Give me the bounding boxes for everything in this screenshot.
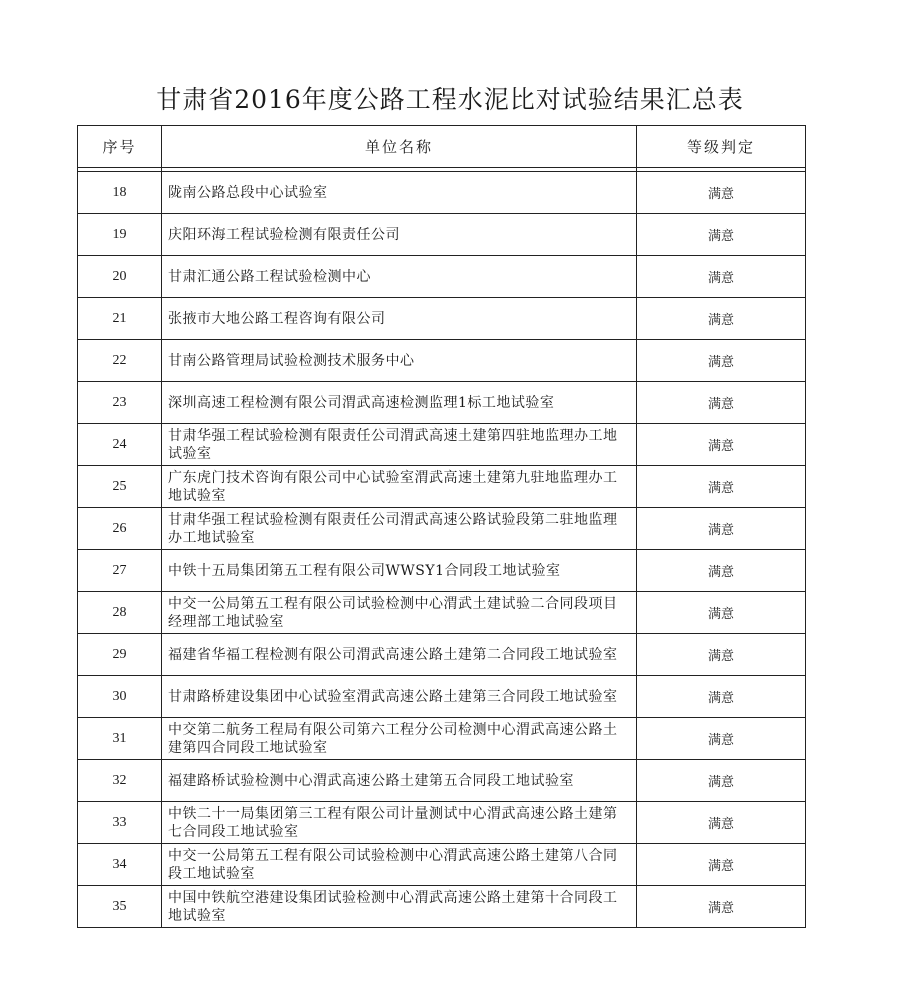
grade-cell: 满意 — [637, 550, 806, 592]
unit-name-cell: 深圳高速工程检测有限公司渭武高速检测监理1标工地试验室 — [162, 382, 637, 424]
serial-number-cell: 30 — [78, 676, 162, 718]
serial-number-cell: 32 — [78, 760, 162, 802]
grade-cell: 满意 — [637, 760, 806, 802]
serial-number-cell: 24 — [78, 424, 162, 466]
unit-name-cell: 中国中铁航空港建设集团试验检测中心渭武高速公路土建第十合同段工地试验室 — [162, 886, 637, 928]
page-title: 甘肃省2016年度公路工程水泥比对试验结果汇总表 — [156, 85, 744, 114]
serial-number-cell: 35 — [78, 886, 162, 928]
table-row — [78, 592, 806, 634]
unit-name-cell: 甘肃华强工程试验检测有限责任公司渭武高速土建第四驻地监理办工地试验室 — [162, 424, 637, 466]
table-row — [78, 214, 806, 256]
table-row — [78, 340, 806, 382]
table-row — [78, 676, 806, 718]
unit-name-cell: 张掖市大地公路工程咨询有限公司 — [162, 298, 637, 340]
grade-cell: 满意 — [637, 634, 806, 676]
header-grade: 等级判定 — [637, 126, 806, 168]
serial-number-cell: 34 — [78, 844, 162, 886]
table-row — [78, 802, 806, 844]
unit-name-cell: 中交一公局第五工程有限公司试验检测中心渭武高速公路土建第八合同段工地试验室 — [162, 844, 637, 886]
table-row — [78, 172, 806, 214]
results-table — [77, 125, 806, 928]
grade-cell: 满意 — [637, 886, 806, 928]
table-row — [78, 382, 806, 424]
table-row — [78, 886, 806, 928]
serial-number-cell: 18 — [78, 172, 162, 214]
table-row — [78, 466, 806, 508]
grade-cell: 满意 — [637, 214, 806, 256]
grade-cell: 满意 — [637, 382, 806, 424]
header-row — [78, 126, 806, 168]
unit-name-cell: 中铁二十一局集团第三工程有限公司计量测试中心渭武高速公路土建第七合同段工地试验室 — [162, 802, 637, 844]
serial-number-cell: 27 — [78, 550, 162, 592]
grade-cell: 满意 — [637, 802, 806, 844]
serial-number-cell: 29 — [78, 634, 162, 676]
serial-number-cell: 20 — [78, 256, 162, 298]
grade-cell: 满意 — [637, 466, 806, 508]
serial-number-cell: 25 — [78, 466, 162, 508]
table-row — [78, 718, 806, 760]
grade-cell: 满意 — [637, 508, 806, 550]
serial-number-cell: 28 — [78, 592, 162, 634]
serial-number-cell: 31 — [78, 718, 162, 760]
table-header — [78, 126, 806, 172]
grade-cell: 满意 — [637, 718, 806, 760]
table-row — [78, 508, 806, 550]
unit-name-cell: 中铁十五局集团第五工程有限公司WWSY1合同段工地试验室 — [162, 550, 637, 592]
table-row — [78, 844, 806, 886]
serial-number-cell: 19 — [78, 214, 162, 256]
grade-cell: 满意 — [637, 298, 806, 340]
grade-cell: 满意 — [637, 424, 806, 466]
table-row — [78, 424, 806, 466]
unit-name-cell: 甘南公路管理局试验检测技术服务中心 — [162, 340, 637, 382]
grade-cell: 满意 — [637, 592, 806, 634]
unit-name-cell: 甘肃汇通公路工程试验检测中心 — [162, 256, 637, 298]
unit-name-cell: 中交第二航务工程局有限公司第六工程分公司检测中心渭武高速公路土建第四合同段工地试验室 — [162, 718, 637, 760]
table-row — [78, 256, 806, 298]
table-row — [78, 760, 806, 802]
table-body — [78, 172, 806, 928]
header-serial-number: 序号 — [78, 126, 162, 168]
grade-cell: 满意 — [637, 172, 806, 214]
unit-name-cell: 福建省华福工程检测有限公司渭武高速公路土建第二合同段工地试验室 — [162, 634, 637, 676]
unit-name-cell: 甘肃华强工程试验检测有限责任公司渭武高速公路试验段第二驻地监理办工地试验室 — [162, 508, 637, 550]
serial-number-cell: 23 — [78, 382, 162, 424]
unit-name-cell: 中交一公局第五工程有限公司试验检测中心渭武土建试验二合同段项目经理部工地试验室 — [162, 592, 637, 634]
unit-name-cell: 甘肃路桥建设集团中心试验室渭武高速公路土建第三合同段工地试验室 — [162, 676, 637, 718]
serial-number-cell: 22 — [78, 340, 162, 382]
serial-number-cell: 26 — [78, 508, 162, 550]
unit-name-cell: 陇南公路总段中心试验室 — [162, 172, 637, 214]
unit-name-cell: 广东虎门技术咨询有限公司中心试验室渭武高速土建第九驻地监理办工地试验室 — [162, 466, 637, 508]
serial-number-cell: 33 — [78, 802, 162, 844]
header-unit-name: 单位名称 — [162, 126, 637, 168]
grade-cell: 满意 — [637, 676, 806, 718]
grade-cell: 满意 — [637, 844, 806, 886]
grade-cell: 满意 — [637, 340, 806, 382]
unit-name-cell: 福建路桥试验检测中心渭武高速公路土建第五合同段工地试验室 — [162, 760, 637, 802]
serial-number-cell: 21 — [78, 298, 162, 340]
table-row — [78, 634, 806, 676]
table-row — [78, 550, 806, 592]
table-row — [78, 298, 806, 340]
unit-name-cell: 庆阳环海工程试验检测有限责任公司 — [162, 214, 637, 256]
grade-cell: 满意 — [637, 256, 806, 298]
